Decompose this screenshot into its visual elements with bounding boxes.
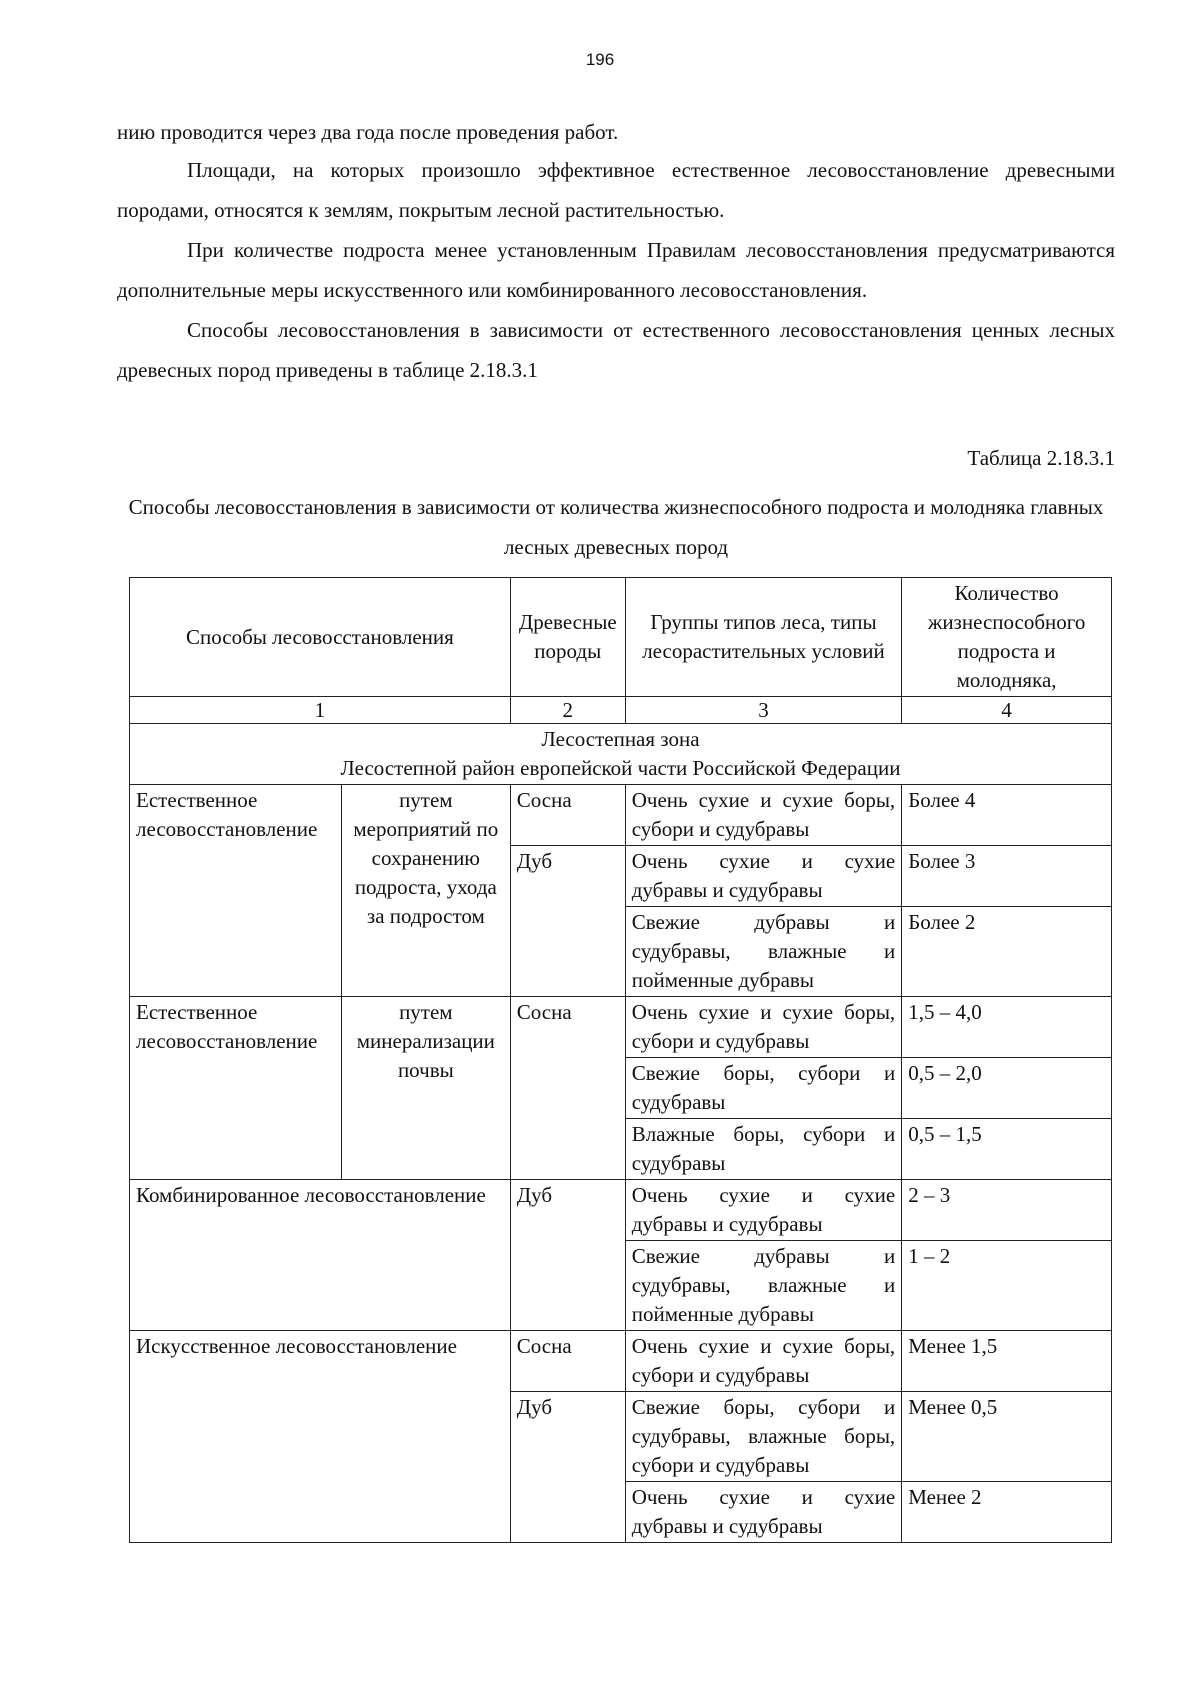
header-forest-type: Группы типов леса, типы лесорастительных условий xyxy=(625,578,901,697)
species-cell: Сосна xyxy=(510,1331,625,1392)
zone-cell xyxy=(130,724,1112,785)
table-row xyxy=(130,1180,1112,1241)
method-cell: Естественное лесовосстановление xyxy=(130,997,342,1180)
measure-cell: путем минерализации почвы xyxy=(341,997,510,1180)
measure-cell: путем мероприятий по сохранению подроста, ухода за подростом xyxy=(341,785,510,997)
quantity-cell: 1,5 – 4,0 xyxy=(902,997,1112,1058)
zone-region: Лесостепной район европейской части Российской Федерации xyxy=(340,756,901,780)
column-number: 3 xyxy=(625,697,901,724)
quantity-cell: 1 – 2 xyxy=(902,1241,1112,1331)
species-cell: Дуб xyxy=(510,846,625,997)
header-species: Древесные породы xyxy=(510,578,625,697)
species-cell: Дуб xyxy=(510,1392,625,1543)
paragraph-continuation xyxy=(117,112,1115,152)
column-number: 1 xyxy=(130,697,511,724)
forest-type-cell: Очень сухие и сухие боры, субори и судубравы xyxy=(625,785,901,846)
table-header-row xyxy=(130,578,1112,697)
forest-type-cell: Свежие дубравы и судубравы, влажные и пойменные дубравы xyxy=(625,1241,901,1331)
method-cell: Искусственное лесовосстановление xyxy=(130,1331,511,1543)
table-row xyxy=(130,1331,1112,1392)
column-number: 2 xyxy=(510,697,625,724)
table-row xyxy=(130,997,1112,1058)
forest-type-cell: Очень сухие и сухие дубравы и судубравы xyxy=(625,846,901,907)
table-row xyxy=(130,785,1112,846)
quantity-cell: Более 3 xyxy=(902,846,1112,907)
quantity-cell: 2 – 3 xyxy=(902,1180,1112,1241)
species-cell: Сосна xyxy=(510,785,625,846)
quantity-cell: Более 2 xyxy=(902,907,1112,997)
quantity-cell: Менее 1,5 xyxy=(902,1331,1112,1392)
quantity-cell: Более 4 xyxy=(902,785,1112,846)
paragraph: Способы лесовосстановления в зависимости от естественного лесовосстановления ценных лесных древесных пород приведены в таблице 2.18.3.1 xyxy=(117,318,1115,382)
forest-type-cell: Влажные боры, субори и судубравы xyxy=(625,1119,901,1180)
quantity-cell: 0,5 – 2,0 xyxy=(902,1058,1112,1119)
reforestation-table xyxy=(129,577,1112,1543)
forest-type-cell: Очень сухие и сухие дубравы и судубравы xyxy=(625,1180,901,1241)
species-cell: Сосна xyxy=(510,997,625,1180)
quantity-cell: Менее 2 xyxy=(902,1482,1112,1543)
forest-type-cell: Свежие дубравы и судубравы, влажные и пойменные дубравы xyxy=(625,907,901,997)
column-number-row xyxy=(130,697,1112,724)
header-method: Способы лесовосстановления xyxy=(130,578,511,697)
paragraph: При количестве подроста менее установленным Правилам лесовосстановления предусматриваются дополнительные меры искусственного или комбинированного лесовосстановления. xyxy=(117,238,1115,302)
method-cell: Естественное лесовосстановление xyxy=(130,785,342,997)
page-number: 196 xyxy=(585,50,615,69)
forest-type-cell: Очень сухие и сухие дубравы и судубравы xyxy=(625,1482,901,1543)
method-cell: Комбинированное лесовосстановление xyxy=(130,1180,511,1331)
header-quantity: Количество жизнеспособного подроста и молодняка, xyxy=(902,578,1112,697)
table-caption: Таблица 2.18.3.1 xyxy=(967,446,1115,470)
species-cell: Дуб xyxy=(510,1180,625,1331)
forest-type-cell: Свежие боры, субори и судубравы xyxy=(625,1058,901,1119)
forest-type-cell: Очень сухие и сухие боры, субори и судубравы xyxy=(625,1331,901,1392)
paragraph: Площади, на которых произошло эффективное естественное лесовосстановление древесными породами, относятся к землям, покрытым лесной растительностью. xyxy=(117,158,1115,222)
quantity-cell: Менее 0,5 xyxy=(902,1392,1112,1482)
forest-type-cell: Свежие боры, субори и судубравы, влажные боры, субори и судубравы xyxy=(625,1392,901,1482)
forest-type-cell: Очень сухие и сухие боры, субори и судубравы xyxy=(625,997,901,1058)
zone-title: Лесостепная зона xyxy=(541,727,700,751)
zone-row xyxy=(130,724,1112,785)
table-title: Способы лесовосстановления в зависимости от количества жизнеспособного подроста и молодняка главных лесных древесных пород xyxy=(128,495,1104,559)
quantity-cell: 0,5 – 1,5 xyxy=(902,1119,1112,1180)
body-text xyxy=(117,150,1115,390)
paragraph: нию проводится через два года после проведения работ. xyxy=(117,120,619,144)
column-number: 4 xyxy=(902,697,1112,724)
